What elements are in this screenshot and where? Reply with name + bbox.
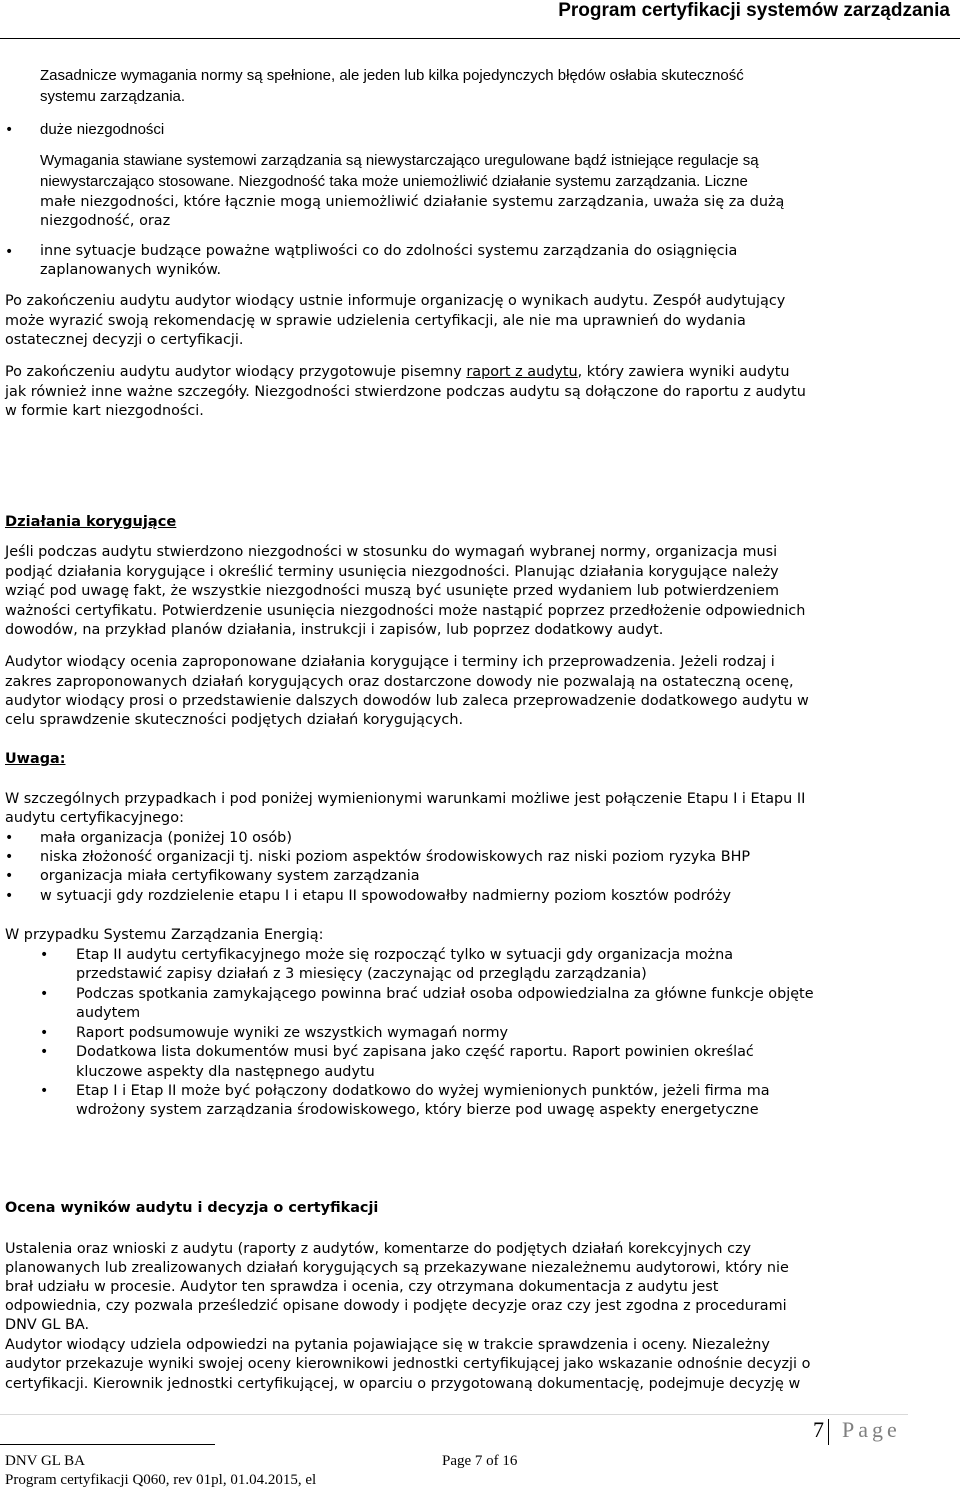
list-item: inne sytuacje budzące poważne wątpliwości co do zdolności systemu zarządzania do osiągnięcia [40, 243, 738, 259]
paragraph-line [5, 363, 790, 383]
page-label: Page [842, 1417, 901, 1442]
list-item: kluczowe aspekty dla następnego audytu [76, 1064, 375, 1080]
header-rule [0, 38, 960, 39]
list-item: w sytuacji gdy rozdzielenie etapu I i etapu II spowodowałby nadmierny poziom kosztów podróży [40, 888, 731, 904]
section-heading: Ocena wyników audytu i decyzja o certyfikacji [5, 1200, 379, 1216]
paragraph-line: ostatecznej decyzji o certyfikacji. [5, 332, 244, 348]
bullet-icon: • [40, 947, 49, 963]
bullet-icon: • [5, 868, 14, 884]
paragraph-line: podjąć działania korygujące i określić terminy usunięcia niezgodności. Planując działania korygujące należy [5, 564, 779, 580]
footer-divider [0, 1414, 908, 1415]
list-item: zaplanowanych wyników. [40, 262, 222, 278]
footer-company: DNV GL BA [5, 1453, 86, 1469]
bullet-icon: • [40, 1044, 49, 1060]
paragraph-line: audytor wiodący prosi o przedstawienie dalszych dowodów lub zaleca przeprowadzenie dodatkowego audytu w [5, 693, 809, 709]
section-heading: Działania korygujące [5, 513, 177, 530]
paragraph-line: Jeśli podczas audytu stwierdzono niezgodności w stosunku do wymagań wybranej normy, organizacja musi [5, 544, 778, 560]
bullet-icon: • [5, 244, 14, 260]
list-item: duże niezgodności [40, 121, 165, 138]
paragraph-line: niezgodność, oraz [40, 213, 171, 229]
paragraph-line: celu sprawdzenie skuteczności podjętych działań korygujących. [5, 712, 464, 728]
paragraph-line: niewystarczająco stosowane. Niezgodność taka może uniemożliwić działanie systemu zarządzania. Liczne [40, 173, 748, 190]
bullet-icon: • [5, 122, 14, 138]
text-span: , który zawiera wyniki audytu [577, 364, 790, 380]
paragraph-line: Ustalenia oraz wnioski z audytu (raporty z audytów, komentarze do podjętych działań korekcyjnych czy [5, 1241, 752, 1257]
page-number-separator [828, 1419, 829, 1445]
paragraph-line: W przypadku Systemu Zarządzania Energią: [5, 927, 324, 943]
list-item: Podczas spotkania zamykającego powinna brać udział osoba odpowiedzialna za główne funkcje objęte [76, 986, 814, 1002]
bullet-icon: • [5, 830, 14, 846]
paragraph-line: wziąć pod uwagę fakt, że wszystkie niezgodności muszą być usunięte przed wydaniem lub potwierdzeniem [5, 583, 779, 599]
note-heading: Uwaga: [5, 751, 66, 767]
paragraph-line: Audytor wiodący ocenia zaproponowane działania korygujące i terminy ich przeprowadzenia. Jeżeli rodzaj i [5, 654, 775, 670]
footer-rule [0, 1444, 215, 1445]
paragraph-line: dowodów, na przykład planów działania, instrukcji i zapisów, lub poprzez dodatkowy audyt. [5, 622, 664, 638]
paragraph-line: zakres zaproponowanych działań korygujących oraz dostarczone dowody nie pozwalają na ostateczną ocenę, [5, 674, 794, 690]
paragraph-line: planowanych lub zrealizowanych działań korygujących są przekazywane niezależnemu audytorowi, który nie [5, 1260, 789, 1276]
paragraph-line: audytor przekazuje wyniki swojej oceny kierownikowi jednostki certyfikującej jako wskazanie odnośnie decyzji o [5, 1356, 811, 1372]
paragraph-line: Audytor wiodący udziela odpowiedzi na pytania pojawiające się w trakcie sprawdzenia i oceny. Niezależny [5, 1337, 770, 1353]
list-item: niska złożoność organizacji tj. niski poziom aspektów środowiskowych raz niski poziom ryzyka BHP [40, 849, 751, 865]
report-link[interactable]: raport z audytu [466, 364, 578, 380]
list-item: Raport podsumowuje wyniki ze wszystkich wymagań normy [76, 1025, 509, 1041]
paragraph-line: małe niezgodności, które łącznie mogą uniemożliwić działanie systemu zarządzania, uważa się za dużą [40, 194, 785, 210]
bullet-icon: • [5, 888, 14, 904]
bullet-icon: • [40, 1083, 49, 1099]
paragraph-line: DNV GL BA. [5, 1317, 90, 1333]
list-item: organizacja miała certyfikowany system zarządzania [40, 868, 420, 884]
paragraph-line: certyfikacji. Kierownik jednostki certyfikującej, w oparciu o przygotowaną dokumentację, podejmuje decyzję w [5, 1376, 801, 1392]
paragraph-line: Zasadnicze wymagania normy są spełnione, ale jeden lub kilka pojedynczych błędów osłabia skuteczność [40, 67, 744, 84]
paragraph-line: W szczególnych przypadkach i pod poniżej wymienionymi warunkami możliwe jest połączenie Etapu I i Etapu II [5, 791, 806, 807]
paragraph-line: systemu zarządzania. [40, 88, 186, 105]
paragraph-line: Wymagania stawiane systemowi zarządzania są niewystarczająco uregulowane bądź istniejące regulacje są [40, 152, 759, 169]
paragraph-line: ważności certyfikatu. Potwierdzenie usunięcia niezgodności może nastąpić poprzez przedłożenie odpowiednich [5, 603, 806, 619]
list-item: Etap I i Etap II może być połączony dodatkowo do wyżej wymienionych punktów, jeżeli firma ma [76, 1083, 770, 1099]
paragraph-line: jak również inne ważne szczegóły. Niezgodności stwierdzone podczas audytu są dołączone do raportu z audytu [5, 384, 806, 400]
paragraph-line: odpowiednia, czy pozwala prześledzić opisane dowody i podjęte decyzje oraz czy jest zgodna z procedurami [5, 1298, 787, 1314]
bullet-icon: • [40, 986, 49, 1002]
paragraph-line: brał udziału w procesie. Audytor ten sprawdza i ocenia, czy otrzymana dokumentacja z audytu jest [5, 1279, 719, 1295]
bullet-icon: • [5, 849, 14, 865]
paragraph-line: może wyrazić swoją rekomendację w sprawie udzielenia certyfikacji, ale nie ma uprawnień do wydania [5, 313, 746, 329]
header-title: Program certyfikacji systemów zarządzania [558, 0, 950, 21]
page-number: 7 [813, 1417, 824, 1442]
footer-doc-ref: Program certyfikacji Q060, rev 01pl, 01.04.2015, el [5, 1472, 317, 1488]
footer-page-of: Page 7 of 16 [442, 1453, 518, 1469]
bullet-icon: • [40, 1025, 49, 1041]
list-item: audytem [76, 1005, 141, 1021]
list-item: Etap II audytu certyfikacyjnego może się rozpocząć tylko w sytuacji gdy organizacja można [76, 947, 734, 963]
list-item: mała organizacja (poniżej 10 osób) [40, 830, 292, 846]
list-item: Dodatkowa lista dokumentów musi być zapisana jako część raportu. Raport powinien określać [76, 1044, 754, 1060]
paragraph-line: w formie kart niezgodności. [5, 403, 204, 419]
paragraph-line: Po zakończeniu audytu audytor wiodący ustnie informuje organizację o wynikach audytu. Zespół audytujący [5, 293, 786, 309]
text-span: Po zakończeniu audytu audytor wiodący przygotowuje pisemny [5, 364, 467, 380]
list-item: wdrożony system zarządzania środowiskowego, który bierze pod uwagę aspekty energetyczne [76, 1102, 759, 1118]
list-item: przedstawić zapisy działań z 3 miesięcy (zaczynając od przeglądu zarządzania) [76, 966, 647, 982]
paragraph-line: audytu certyfikacyjnego: [5, 810, 184, 826]
